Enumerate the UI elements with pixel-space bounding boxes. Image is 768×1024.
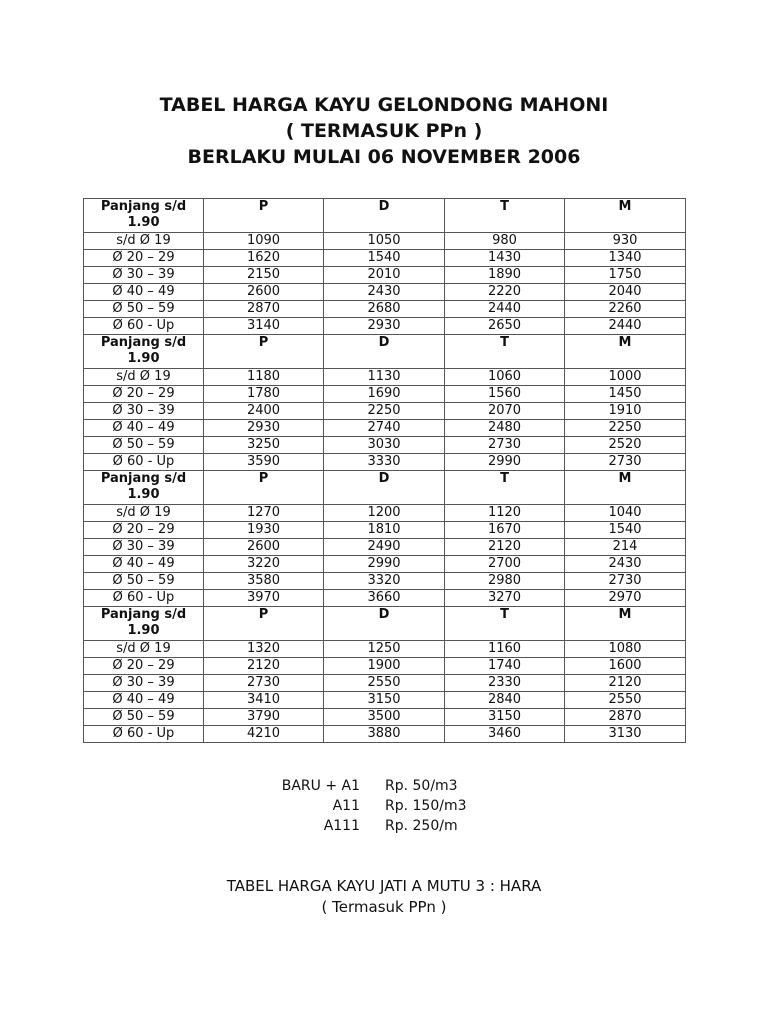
header-cell-grade: T (445, 607, 565, 641)
diameter-cell: Ø 50 – 59 (84, 709, 204, 726)
header-cell-grade: D (324, 607, 445, 641)
price-cell: 2980 (445, 573, 565, 590)
price-cell: 1900 (324, 658, 445, 675)
price-cell: 3150 (445, 709, 565, 726)
price-cell: 1340 (565, 250, 686, 267)
table-row (84, 301, 686, 318)
price-cell: 2150 (204, 267, 324, 284)
diameter-cell: Ø 50 – 59 (84, 573, 204, 590)
price-cell: 1250 (324, 641, 445, 658)
note-row (0, 796, 768, 816)
header-cell-grade: M (565, 607, 686, 641)
price-cell: 3880 (324, 726, 445, 743)
price-cell: 1600 (565, 658, 686, 675)
price-cell: 2970 (565, 590, 686, 607)
table-row (84, 590, 686, 607)
price-cell: 3250 (204, 437, 324, 454)
document-title: TABEL HARGA KAYU GELONDONG MAHONI (159, 94, 609, 116)
price-cell: 3220 (204, 556, 324, 573)
diameter-cell: Ø 40 – 49 (84, 692, 204, 709)
table-header-row (84, 607, 686, 641)
header-cell-grade: P (204, 335, 324, 369)
price-cell: 1620 (204, 250, 324, 267)
table-row (84, 641, 686, 658)
table-row (84, 284, 686, 301)
header-cell-grade: D (324, 471, 445, 505)
price-cell: 1180 (204, 369, 324, 386)
price-cell: 1750 (565, 267, 686, 284)
price-cell: 2430 (565, 556, 686, 573)
price-cell: 2730 (565, 573, 686, 590)
price-cell: 2990 (445, 454, 565, 471)
price-cell: 1320 (204, 641, 324, 658)
price-cell: 2430 (324, 284, 445, 301)
price-cell: 1060 (445, 369, 565, 386)
diameter-cell: Ø 30 – 39 (84, 403, 204, 420)
price-cell: 2490 (324, 539, 445, 556)
price-cell: 2120 (204, 658, 324, 675)
price-cell: 1090 (204, 233, 324, 250)
price-table (83, 198, 686, 743)
price-cell: 2930 (204, 420, 324, 437)
diameter-cell: s/d Ø 19 (84, 641, 204, 658)
price-cell: 2730 (445, 437, 565, 454)
note-value: Rp. 50/m3 (385, 778, 458, 794)
price-cell: 3460 (445, 726, 565, 743)
price-cell: 2600 (204, 284, 324, 301)
price-cell: 2870 (565, 709, 686, 726)
price-cell: 1120 (445, 505, 565, 522)
diameter-cell: Ø 50 – 59 (84, 437, 204, 454)
price-cell: 3970 (204, 590, 324, 607)
table-row (84, 709, 686, 726)
document-effective-date: BERLAKU MULAI 06 NOVEMBER 2006 (187, 146, 581, 168)
note-value: Rp. 250/m (385, 818, 458, 834)
table-header-row (84, 199, 686, 233)
price-cell: 2740 (324, 420, 445, 437)
price-cell: 1930 (204, 522, 324, 539)
diameter-cell: Ø 60 - Up (84, 590, 204, 607)
note-row (0, 816, 768, 836)
table-row (84, 454, 686, 471)
table-row (84, 522, 686, 539)
price-cell: 980 (445, 233, 565, 250)
note-row (0, 776, 768, 796)
price-cell: 3140 (204, 318, 324, 335)
price-cell: 1450 (565, 386, 686, 403)
price-cell: 2550 (565, 692, 686, 709)
table-row (84, 403, 686, 420)
table-row (84, 692, 686, 709)
price-cell: 214 (565, 539, 686, 556)
price-cell: 2600 (204, 539, 324, 556)
header-cell-grade: P (204, 471, 324, 505)
footer-subtitle: ( Termasuk PPn ) (321, 898, 447, 916)
price-cell: 3320 (324, 573, 445, 590)
price-cell: 2120 (445, 539, 565, 556)
price-cell: 1270 (204, 505, 324, 522)
header-cell-grade: P (204, 607, 324, 641)
header-cell-grade: D (324, 199, 445, 233)
price-cell: 2730 (565, 454, 686, 471)
price-cell: 2730 (204, 675, 324, 692)
header-cell-grade: M (565, 335, 686, 369)
table-row (84, 386, 686, 403)
price-cell: 2930 (324, 318, 445, 335)
price-cell: 3130 (565, 726, 686, 743)
table-header-row (84, 335, 686, 369)
price-cell: 2330 (445, 675, 565, 692)
diameter-cell: Ø 40 – 49 (84, 420, 204, 437)
note-label: BARU + A1 (281, 778, 360, 794)
diameter-cell: Ø 60 - Up (84, 454, 204, 471)
price-cell: 2250 (324, 403, 445, 420)
price-cell: 2520 (565, 437, 686, 454)
price-cell: 2070 (445, 403, 565, 420)
price-cell: 2120 (565, 675, 686, 692)
price-cell: 1780 (204, 386, 324, 403)
header-cell-length: Panjang s/d 1.90 (84, 471, 204, 505)
diameter-cell: Ø 30 – 39 (84, 675, 204, 692)
price-cell: 2260 (565, 301, 686, 318)
header-cell-grade: P (204, 199, 324, 233)
price-cell: 2400 (204, 403, 324, 420)
table-row (84, 539, 686, 556)
price-cell: 930 (565, 233, 686, 250)
diameter-cell: Ø 60 - Up (84, 318, 204, 335)
diameter-cell: Ø 30 – 39 (84, 539, 204, 556)
price-cell: 1910 (565, 403, 686, 420)
price-cell: 1690 (324, 386, 445, 403)
price-cell: 2870 (204, 301, 324, 318)
diameter-cell: Ø 20 – 29 (84, 522, 204, 539)
footer-title: TABEL HARGA KAYU JATI A MUTU 3 : HARA (226, 877, 542, 895)
price-cell: 1160 (445, 641, 565, 658)
header-cell-grade: T (445, 335, 565, 369)
note-value: Rp. 150/m3 (385, 798, 467, 814)
price-cell: 1040 (565, 505, 686, 522)
table-row (84, 573, 686, 590)
price-cell: 3270 (445, 590, 565, 607)
price-cell: 1080 (565, 641, 686, 658)
price-cell: 1890 (445, 267, 565, 284)
price-cell: 3590 (204, 454, 324, 471)
price-cell: 3150 (324, 692, 445, 709)
table-row (84, 658, 686, 675)
diameter-cell: Ø 20 – 29 (84, 658, 204, 675)
header-cell-grade: M (565, 471, 686, 505)
note-label: A11 (332, 798, 360, 814)
diameter-cell: s/d Ø 19 (84, 233, 204, 250)
diameter-cell: s/d Ø 19 (84, 369, 204, 386)
price-cell: 2990 (324, 556, 445, 573)
price-cell: 1050 (324, 233, 445, 250)
price-cell: 1740 (445, 658, 565, 675)
price-cell: 3500 (324, 709, 445, 726)
price-cell: 1670 (445, 522, 565, 539)
header-cell-grade: M (565, 199, 686, 233)
diameter-cell: Ø 20 – 29 (84, 250, 204, 267)
price-cell: 1000 (565, 369, 686, 386)
table-row (84, 505, 686, 522)
table-row (84, 675, 686, 692)
price-cell: 2840 (445, 692, 565, 709)
note-label: A111 (323, 818, 360, 834)
price-cell: 3790 (204, 709, 324, 726)
table-row (84, 437, 686, 454)
diameter-cell: Ø 20 – 29 (84, 386, 204, 403)
price-cell: 1430 (445, 250, 565, 267)
price-cell: 1560 (445, 386, 565, 403)
table-row (84, 250, 686, 267)
table-row (84, 267, 686, 284)
grade-surcharge-notes (0, 776, 768, 836)
header-cell-length: Panjang s/d 1.90 (84, 335, 204, 369)
diameter-cell: Ø 60 - Up (84, 726, 204, 743)
price-cell: 3030 (324, 437, 445, 454)
price-cell: 2480 (445, 420, 565, 437)
price-cell: 2010 (324, 267, 445, 284)
price-cell: 2680 (324, 301, 445, 318)
diameter-cell: Ø 50 – 59 (84, 301, 204, 318)
table-header-row (84, 471, 686, 505)
price-cell: 2440 (565, 318, 686, 335)
price-cell: 3660 (324, 590, 445, 607)
price-cell: 2220 (445, 284, 565, 301)
price-cell: 2440 (445, 301, 565, 318)
price-cell: 1130 (324, 369, 445, 386)
price-cell: 2250 (565, 420, 686, 437)
price-cell: 1540 (565, 522, 686, 539)
table-row (84, 369, 686, 386)
price-cell: 2040 (565, 284, 686, 301)
table-row (84, 420, 686, 437)
price-cell: 1200 (324, 505, 445, 522)
price-cell: 4210 (204, 726, 324, 743)
document-subtitle: ( TERMASUK PPn ) (285, 120, 483, 142)
price-cell: 3330 (324, 454, 445, 471)
header-cell-length: Panjang s/d 1.90 (84, 607, 204, 641)
header-cell-length: Panjang s/d 1.90 (84, 199, 204, 233)
header-cell-grade: D (324, 335, 445, 369)
table-row (84, 556, 686, 573)
table-row (84, 318, 686, 335)
table-row (84, 233, 686, 250)
diameter-cell: Ø 30 – 39 (84, 267, 204, 284)
price-cell: 3410 (204, 692, 324, 709)
diameter-cell: Ø 40 – 49 (84, 284, 204, 301)
price-cell: 1810 (324, 522, 445, 539)
price-cell: 2550 (324, 675, 445, 692)
header-cell-grade: T (445, 199, 565, 233)
price-cell: 2650 (445, 318, 565, 335)
table-row (84, 726, 686, 743)
price-cell: 2700 (445, 556, 565, 573)
diameter-cell: s/d Ø 19 (84, 505, 204, 522)
price-cell: 3580 (204, 573, 324, 590)
header-cell-grade: T (445, 471, 565, 505)
price-cell: 1540 (324, 250, 445, 267)
diameter-cell: Ø 40 – 49 (84, 556, 204, 573)
